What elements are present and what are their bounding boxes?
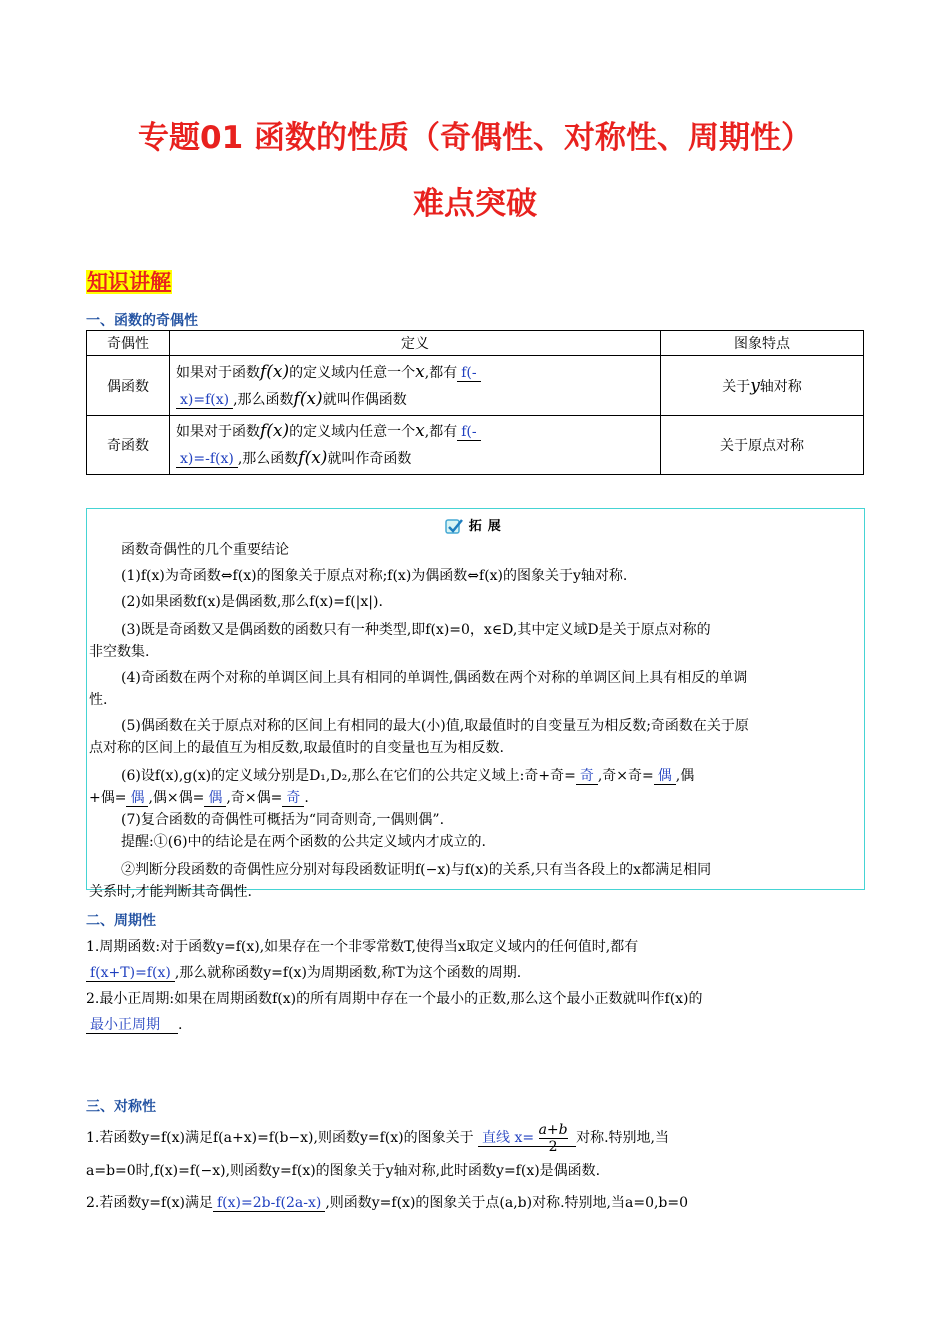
period-p2: 2.最小正周期:如果在周期函数f(x)的所有周期中存在一个最小的正数,那么这个最小正数就叫作f(x)的 [86, 991, 703, 1007]
table-cell-feature: 关于原点对称 [661, 416, 864, 475]
symmetry-s2: 2.若函数y=f(x)满足 f(x)=2b-f(2a-x) ,则函数y=f(x)的图象关于点(a,b)对称.特别地,当a=0,b=0 [86, 1195, 689, 1211]
answer-blank: 直线 x= $\frac{a+b}{2}$ [478, 1130, 576, 1147]
extension-label: 拓展 [468, 519, 507, 534]
knowledge-heading-label: 知识讲解 [87, 270, 171, 294]
section-heading-period: 二、周期性 [86, 913, 156, 929]
table-header: 图象特点 [661, 331, 864, 356]
table-header: 奇偶性 [87, 331, 170, 356]
checkmark-badge-icon [444, 517, 464, 537]
answer-blank: 偶 [204, 790, 226, 807]
extension-item-6-cont: +偶= 偶 ,偶×偶= 偶 ,奇×偶= 奇 . [89, 790, 309, 806]
answer-blank: x)=f(x) [176, 392, 233, 409]
answer-blank: 偶 [654, 768, 676, 785]
period-p2-cont: 最小正周期 . [86, 1012, 866, 1038]
extension-item: (1)f(x)为奇函数⇔f(x)的图象关于原点对称;f(x)为偶函数⇔f(x)的图象关于y轴对称. [121, 568, 628, 584]
extension-item-6: (6)设f(x),g(x)的定义域分别是D₁,D₂,那么在它们的公共定义域上:奇+奇= 奇 ,奇×奇= 偶 ,偶 [121, 768, 695, 784]
extension-header [87, 515, 864, 537]
answer-blank: 奇 [282, 790, 304, 807]
extension-item: 性. [89, 692, 108, 708]
period-p1: 1.周期函数:对于函数y=f(x),如果存在一个非零常数T,使得当x取定义域内的任何值时,都有 [86, 939, 639, 955]
parity-table [86, 330, 864, 475]
extension-item: (5)偶函数在关于原点对称的区间上有相同的最大(小)值,取最值时的自变量互为相反数;奇函数在关于原 [121, 718, 749, 734]
extension-item: (3)既是奇函数又是偶函数的函数只有一种类型,即f(x)=0，x∈D,其中定义域D是关于原点对称的 [121, 622, 711, 638]
page-subtitle: 难点突破 [413, 186, 537, 222]
extension-tip: 提醒:①(6)中的结论是在两个函数的公共定义域内才成立的. [121, 834, 486, 850]
table-cell-feature: 关于y轴对称 [661, 356, 864, 416]
symmetry-content [86, 1118, 876, 1216]
table-cell-name: 奇函数 [87, 416, 170, 475]
symmetry-s1-cont: a=b=0时,f(x)=f(−x),则函数y=f(x)的图象关于y轴对称,此时函数y=f(x)是偶函数. [86, 1163, 601, 1179]
answer-blank: f(x)=2b-f(2a-x) [213, 1195, 325, 1212]
extension-item: 非空数集. [89, 644, 150, 660]
answer-blank: f(- [457, 424, 480, 441]
extension-tip: ②判断分段函数的奇偶性应分别对每段函数证明f(−x)与f(x)的关系,只有当各段上的x都满足相同 [121, 862, 712, 878]
answer-blank: x)=-f(x) [176, 451, 238, 468]
fraction: $\frac{a+b}{2}$ [538, 1121, 568, 1155]
table-cell-name: 偶函数 [87, 356, 170, 416]
answer-blank: 奇 [576, 768, 598, 785]
page-title: 专题01 函数的性质（奇偶性、对称性、周期性） [138, 120, 812, 156]
table-header-row [87, 331, 864, 356]
extension-item: (2)如果函数f(x)是偶函数,那么f(x)=f(|x|). [121, 594, 383, 610]
extension-item: (7)复合函数的奇偶性可概括为“同奇则奇,一偶则偶”. [121, 812, 445, 828]
table-cell-definition: 如果对于函数f(x)的定义域内任意一个x,都有 f(- x)=f(x) ,那么函数f(x)就叫作偶函数 [170, 356, 661, 416]
table-header: 定义 [170, 331, 661, 356]
period-content [86, 934, 866, 1038]
period-p1-cont: f(x+T)=f(x) ,那么就称函数y=f(x)为周期函数,称T为这个函数的周期. [86, 960, 866, 986]
table-row [87, 356, 864, 416]
section-heading-parity: 一、函数的奇偶性 [86, 313, 198, 329]
extension-box [86, 508, 865, 900]
table-row [87, 416, 864, 475]
section-heading-symmetry: 三、对称性 [86, 1099, 156, 1115]
table-cell-definition: 如果对于函数f(x)的定义域内任意一个x,都有 f(- x)=-f(x) ,那么函数f(x)就叫作奇函数 [170, 416, 661, 475]
answer-blank: f(x+T)=f(x) [86, 965, 175, 982]
answer-blank: f(- [457, 365, 480, 382]
answer-blank: 最小正周期 [86, 1017, 178, 1034]
answer-blank: 偶 [126, 790, 148, 807]
symmetry-s1: 1.若函数y=f(x)满足f(a+x)=f(b−x),则函数y=f(x)的图象关于 直线 x= $\frac{a+b}{2}$ 对称.特别地,当 [86, 1121, 669, 1155]
extension-item: (4)奇函数在两个对称的单调区间上具有相同的单调性,偶函数在两个对称的单调区间上具有相反的单调 [121, 670, 748, 686]
extension-tip: 关系时,才能判断其奇偶性. [89, 884, 252, 900]
knowledge-heading [86, 266, 172, 296]
extension-intro: 函数奇偶性的几个重要结论 [121, 542, 289, 558]
extension-item: 点对称的区间上的最值互为相反数,取最值时的自变量也互为相反数. [89, 740, 504, 756]
